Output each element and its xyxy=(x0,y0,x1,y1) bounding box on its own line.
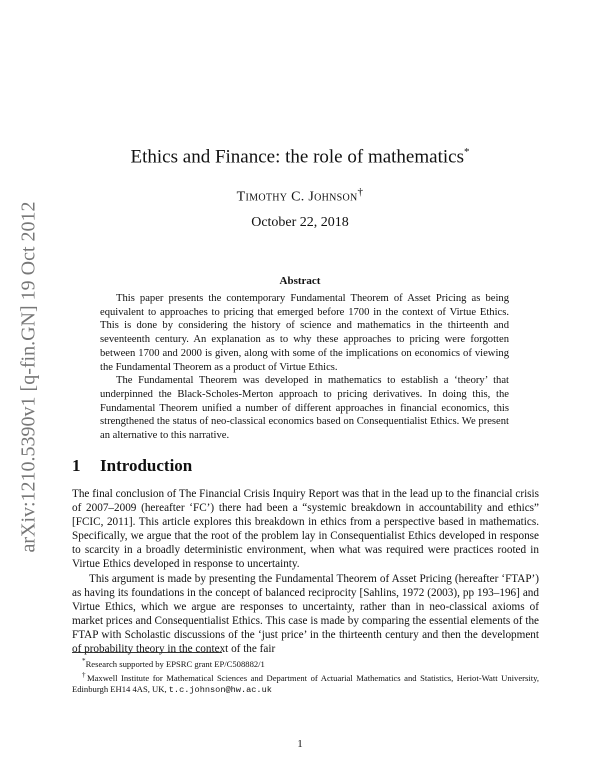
footnote-rule xyxy=(72,652,222,653)
body-text xyxy=(72,487,539,656)
footnote-text: Research supported by EPSRC grant EP/C508882/1 xyxy=(85,658,265,669)
arxiv-stamp xyxy=(12,182,46,572)
footnote xyxy=(72,670,539,696)
footnotes xyxy=(72,656,539,696)
author-email-link[interactable]: t.c.johnson@hw.ac.uk xyxy=(168,684,272,695)
paper-date: October 22, 2018 xyxy=(251,215,349,230)
body-paragraph: This argument is made by presenting the Fundamental Theorem of Asset Pricing (hereafter ‘FTAP’) as having its foundations in the concept of balanced reciprocity [Sahlins, 1972 (2003), pp 193–196] and Virtue Ethics, which we argue are responses to uncertainty, rather than in neo-classical axioms of market prices and Consequentialist Ethics. This case is made by comparing the essential elements of the FTAP with Scholastic discussions of the ‘just price’ in the thirteenth century and then the development of probability theory in the context of the fair xyxy=(72,572,539,656)
paper-title xyxy=(0,146,600,168)
abstract-body xyxy=(100,292,509,443)
abstract-heading: Abstract xyxy=(279,275,321,287)
arxiv-stamp-text: arXiv:1210.5390v1 [q-fin.GN] 19 Oct 2012 xyxy=(17,201,40,553)
footnote xyxy=(72,656,539,670)
abstract-paragraph: The Fundamental Theorem was developed in mathematics to establish a ‘theory’ that underpinned the Black-Scholes-Merton approach to pricing derivatives. In doing this, the Fundamental Theorem unified a number of different approaches in financial economics, this strengthened the status of neo-classical economics based on Consequentialist Ethics. We present an alternative to this narrative. xyxy=(100,375,509,442)
section-heading xyxy=(72,456,192,476)
title-footnote-mark: * xyxy=(463,146,470,158)
paper-title-text: Ethics and Finance: the role of mathematics xyxy=(130,146,464,168)
page-number: 1 xyxy=(297,738,303,750)
footnote-mark: † xyxy=(82,670,87,679)
footnote-mark: * xyxy=(82,657,86,665)
abstract-paragraph: This paper presents the contemporary Fundamental Theorem of Asset Pricing as being equivalent to approaches to pricing that emerged before 1700 in the context of Virtue Ethics. This is done by considering the history of science and mathematics in the thirteenth and seventeenth century. An explanation as to why these approaches to pricing were forgotten between 1700 and 2000 is given, along with some of the implications on economics of viewing the Fundamental Theorem as a product of Virtue Ethics. xyxy=(100,293,509,373)
author-footnote-mark: † xyxy=(357,186,364,198)
author-name: Timothy C. Johnson xyxy=(236,189,358,205)
section-number: 1 xyxy=(72,456,81,475)
paper-author xyxy=(0,186,600,206)
section-title: Introduction xyxy=(100,456,193,475)
body-paragraph: The final conclusion of The Financial Crisis Inquiry Report was that in the lead up to the financial crisis of 2007–2009 (hereafter ‘FC’) there had been a “systemic breakdown in accountability and ethics” [FCIC, 2011]. This article explores this breakdown in ethics from a perspective based in mathematics. Specifically, we argue that the root of the problem lay in Consequentialist Ethics developed in response to scarcity in a broadly deterministic environment, when what was required were practices rooted in Virtue Ethics developed in response to uncertainty. xyxy=(72,488,539,571)
footnote-text: Maxwell Institute for Mathematical Sciences and Department of Actuarial Mathematics and Statistics, Heriot-Watt University, Edinburgh EH14 4AS, UK, xyxy=(72,672,540,694)
